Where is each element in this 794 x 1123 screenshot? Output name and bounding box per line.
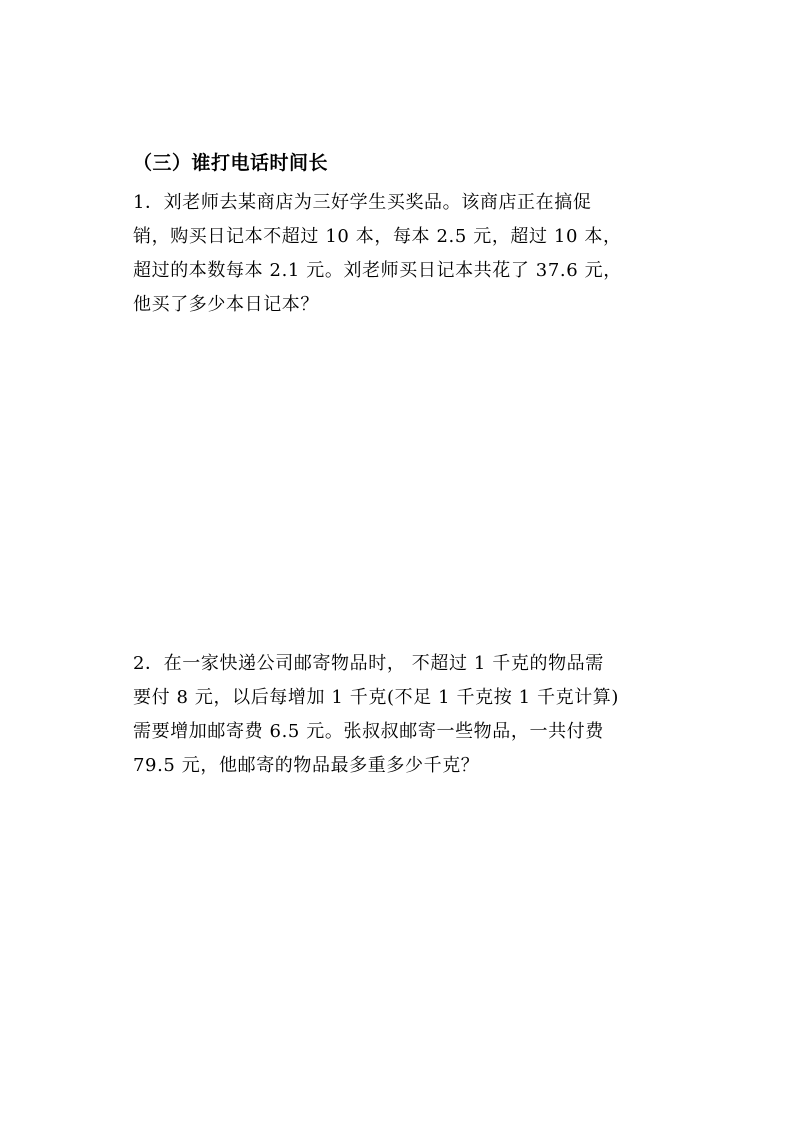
problem-1 bbox=[133, 186, 673, 322]
problem-2-line-4: 79.5 元，他邮寄的物品最多重多少千克？ bbox=[133, 755, 480, 776]
problem-1-line-2: 销，购买日记本不超过 10 本，每本 2.5 元，超过 10 本， bbox=[133, 226, 622, 247]
problem-2-line-3: 需要增加邮寄费 6.5 元。张叔叔邮寄一些物品，一共付费 bbox=[133, 721, 604, 742]
problem-2-line-2: 要付 8 元，以后每增加 1 千克(不足 1 千克按 1 千克计算) bbox=[133, 687, 620, 708]
problem-1-line-4: 他买了多少本日记本？ bbox=[133, 294, 319, 315]
problem-2 bbox=[133, 647, 673, 783]
section-heading: （三）谁打电话时间长 bbox=[133, 152, 329, 174]
problem-2-line-1: 2．在一家快递公司邮寄物品时， 不超过 1 千克的物品需 bbox=[133, 653, 604, 674]
problem-1-line-1: 1．刘老师去某商店为三好学生买奖品。该商店正在搞促 bbox=[133, 192, 592, 213]
problem-1-line-3: 超过的本数每本 2.1 元。刘老师买日记本共花了 37.6 元， bbox=[133, 260, 622, 281]
